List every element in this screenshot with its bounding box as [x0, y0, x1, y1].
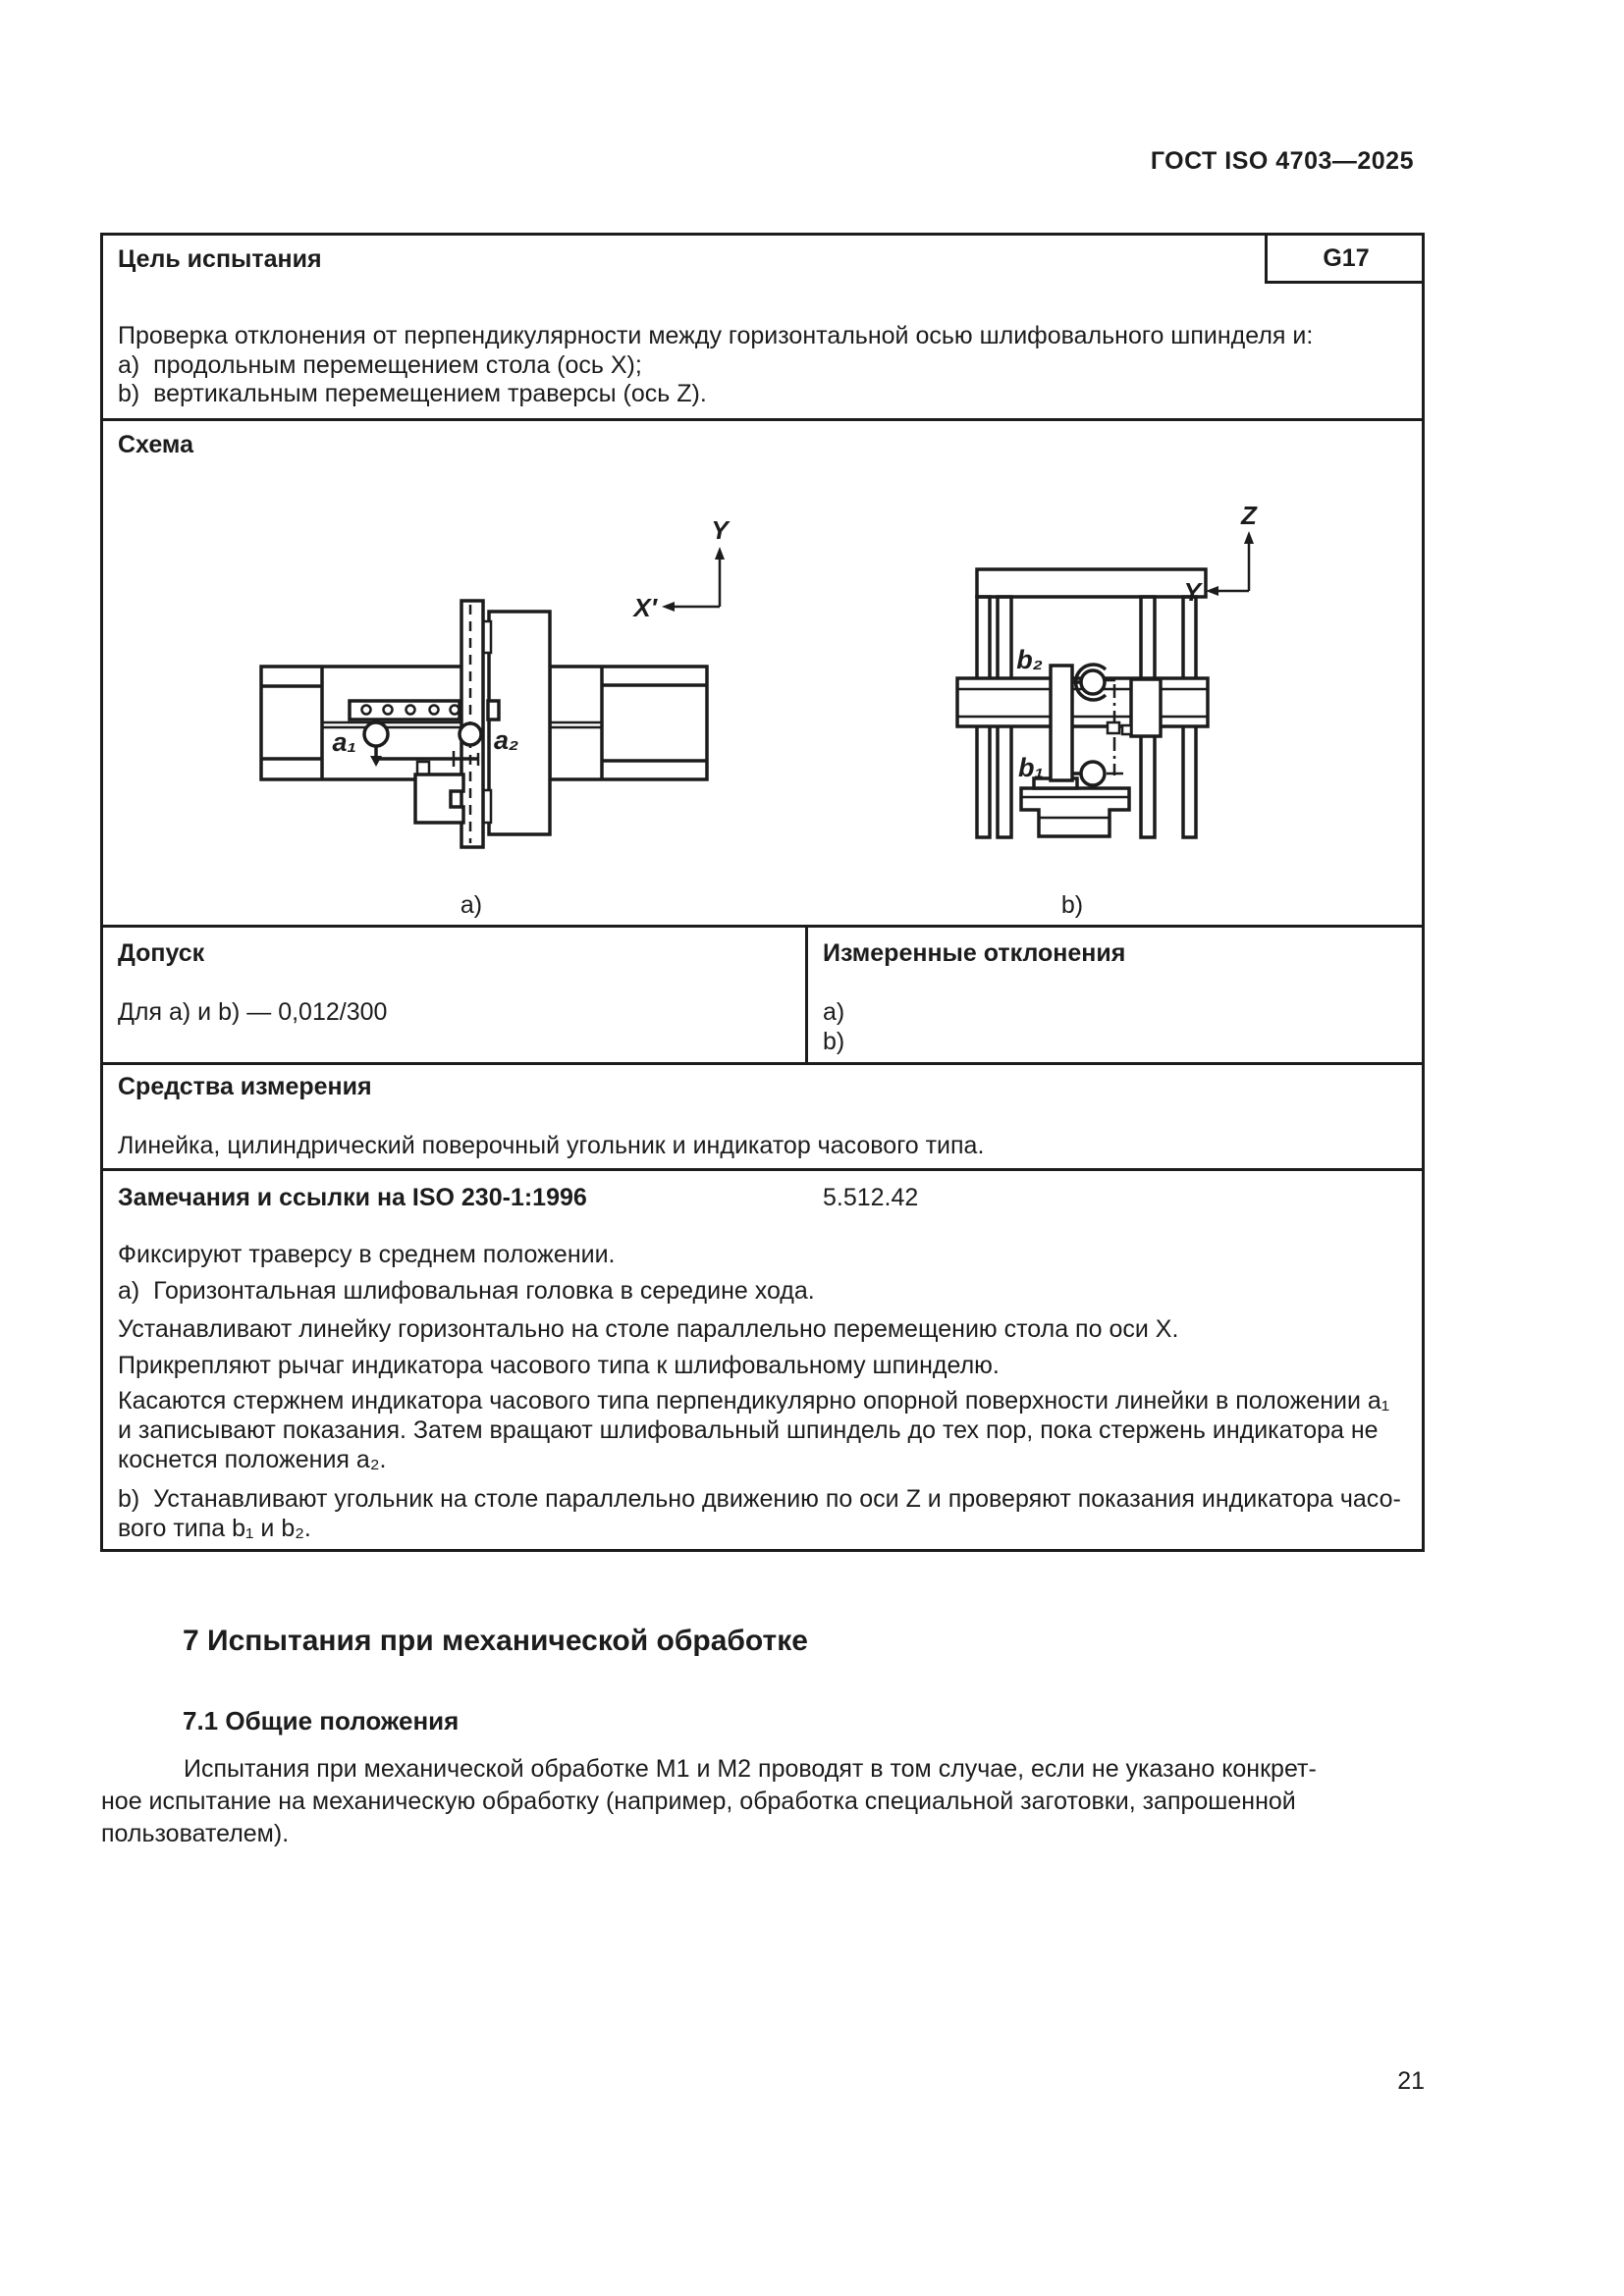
diagram-b-caption: b)	[1060, 891, 1084, 919]
purpose-line: a) продольным перемещением стола (ось X);	[118, 350, 642, 379]
iso-reference: 5.512.42	[823, 1184, 919, 1211]
indicator-b2-label: b₂	[1016, 645, 1043, 674]
deviation-item-b: b)	[823, 1028, 845, 1055]
deviations-cell	[805, 928, 1422, 1062]
note-paragraph: Прикрепляют рычаг индикатора часового типа к шлифовальному шпинделю.	[118, 1352, 1000, 1379]
wheel-head	[481, 612, 550, 834]
test-code-badge: G17	[1265, 236, 1425, 284]
means-value: Линейка, цилиндрический поверочный угольник и индикатор часового типа.	[118, 1132, 985, 1159]
diagram-a	[261, 515, 731, 919]
note-paragraph: Устанавливают линейку горизонтально на столе параллельно перемещению стола по оси X.	[118, 1315, 1179, 1343]
note-paragraph	[118, 1386, 1410, 1474]
axis-z-label: Z	[1241, 501, 1257, 530]
deviation-item-a: a)	[823, 998, 845, 1026]
beam-carriage	[1131, 679, 1161, 736]
purpose-line: Проверка отклонения от перпендикулярности между горизонтальной осью шлифовального шпинделя и:	[118, 322, 1314, 349]
notes-section	[103, 1168, 1422, 1549]
page-number: 21	[1397, 2067, 1425, 2095]
note-line: коснется положения a₂.	[118, 1446, 387, 1473]
paragraph-line: Испытания при механической обработке М1 и М2 проводят в том случае, если не указано конкрет-	[184, 1755, 1317, 1783]
indicator-a1-label: a₁	[332, 727, 356, 757]
means-label: Средства измерения	[118, 1073, 372, 1100]
deviations-label: Измеренные отклонения	[823, 939, 1126, 967]
means-section	[103, 1062, 1422, 1168]
purpose-label: Цель испытания	[118, 245, 322, 273]
work-table	[1021, 788, 1129, 836]
note-line: Касаются стержнем индикатора часового типа перпендикулярно опорной поверхности линейки в положении a₁	[118, 1387, 1390, 1415]
schema-section	[103, 418, 1422, 925]
paragraph-line: пользователем).	[101, 1820, 290, 1847]
straightedge-stub	[488, 701, 499, 720]
purpose-section	[103, 236, 1422, 418]
note-line: вого типа b₁ и b₂.	[118, 1515, 311, 1542]
axis-y-label: Y	[711, 515, 729, 545]
tolerance-value: Для a) и b) — 0,012/300	[118, 998, 388, 1026]
tolerance-section	[103, 925, 1422, 1062]
document-code: ГОСТ ISO 4703—2025	[1150, 147, 1414, 175]
axis-y-label: Y	[1183, 577, 1201, 607]
diagram-a-caption: a)	[460, 891, 483, 919]
section-paragraph	[101, 1753, 1433, 1850]
carriage-connector	[1108, 722, 1131, 734]
purpose-line: b) вертикальным перемещением траверсы (ось Z).	[118, 380, 707, 407]
note-line: и записывают показания. Затем вращают шлифовальный шпиндель до тех пор, пока стержень индикатора не	[118, 1416, 1379, 1444]
note-line: b) Устанавливают угольник на столе параллельно движению по оси Z и проверяют показания индикатора часо-	[118, 1485, 1401, 1513]
dial-indicator-a2	[460, 723, 481, 745]
test-square	[1051, 666, 1072, 780]
diagram-b	[957, 501, 1258, 919]
schema-diagrams	[103, 421, 1422, 922]
note-paragraph	[118, 1484, 1410, 1543]
indicator-a2-label: a₂	[494, 725, 519, 755]
tolerance-label: Допуск	[118, 939, 205, 967]
axis-x-label: X′	[633, 593, 657, 622]
tolerance-cell	[103, 928, 805, 1062]
straightedge	[350, 701, 460, 720]
indicator-b1-label: b₁	[1018, 753, 1044, 782]
axis-a	[631, 515, 731, 622]
paragraph-line: ное испытание на механическую обработку (например, обработка специальной заготовки, запрошенной	[101, 1788, 1296, 1815]
section-title: 7 Испытания при механической обработке	[183, 1625, 808, 1657]
purpose-text	[118, 322, 1407, 409]
test-spec-table	[100, 233, 1425, 1552]
note-paragraph: a) Горизонтальная шлифовальная головка в середине хода.	[118, 1277, 815, 1305]
indicator-holder	[415, 762, 463, 823]
subsection-title: 7.1 Общие положения	[183, 1706, 460, 1735]
axis-b	[1184, 501, 1258, 607]
notes-label: Замечания и ссылки на ISO 230-1:1996	[118, 1184, 587, 1211]
schema-label: Схема	[118, 431, 193, 458]
note-paragraph: Фиксируют траверсу в среднем положении.	[118, 1241, 616, 1268]
